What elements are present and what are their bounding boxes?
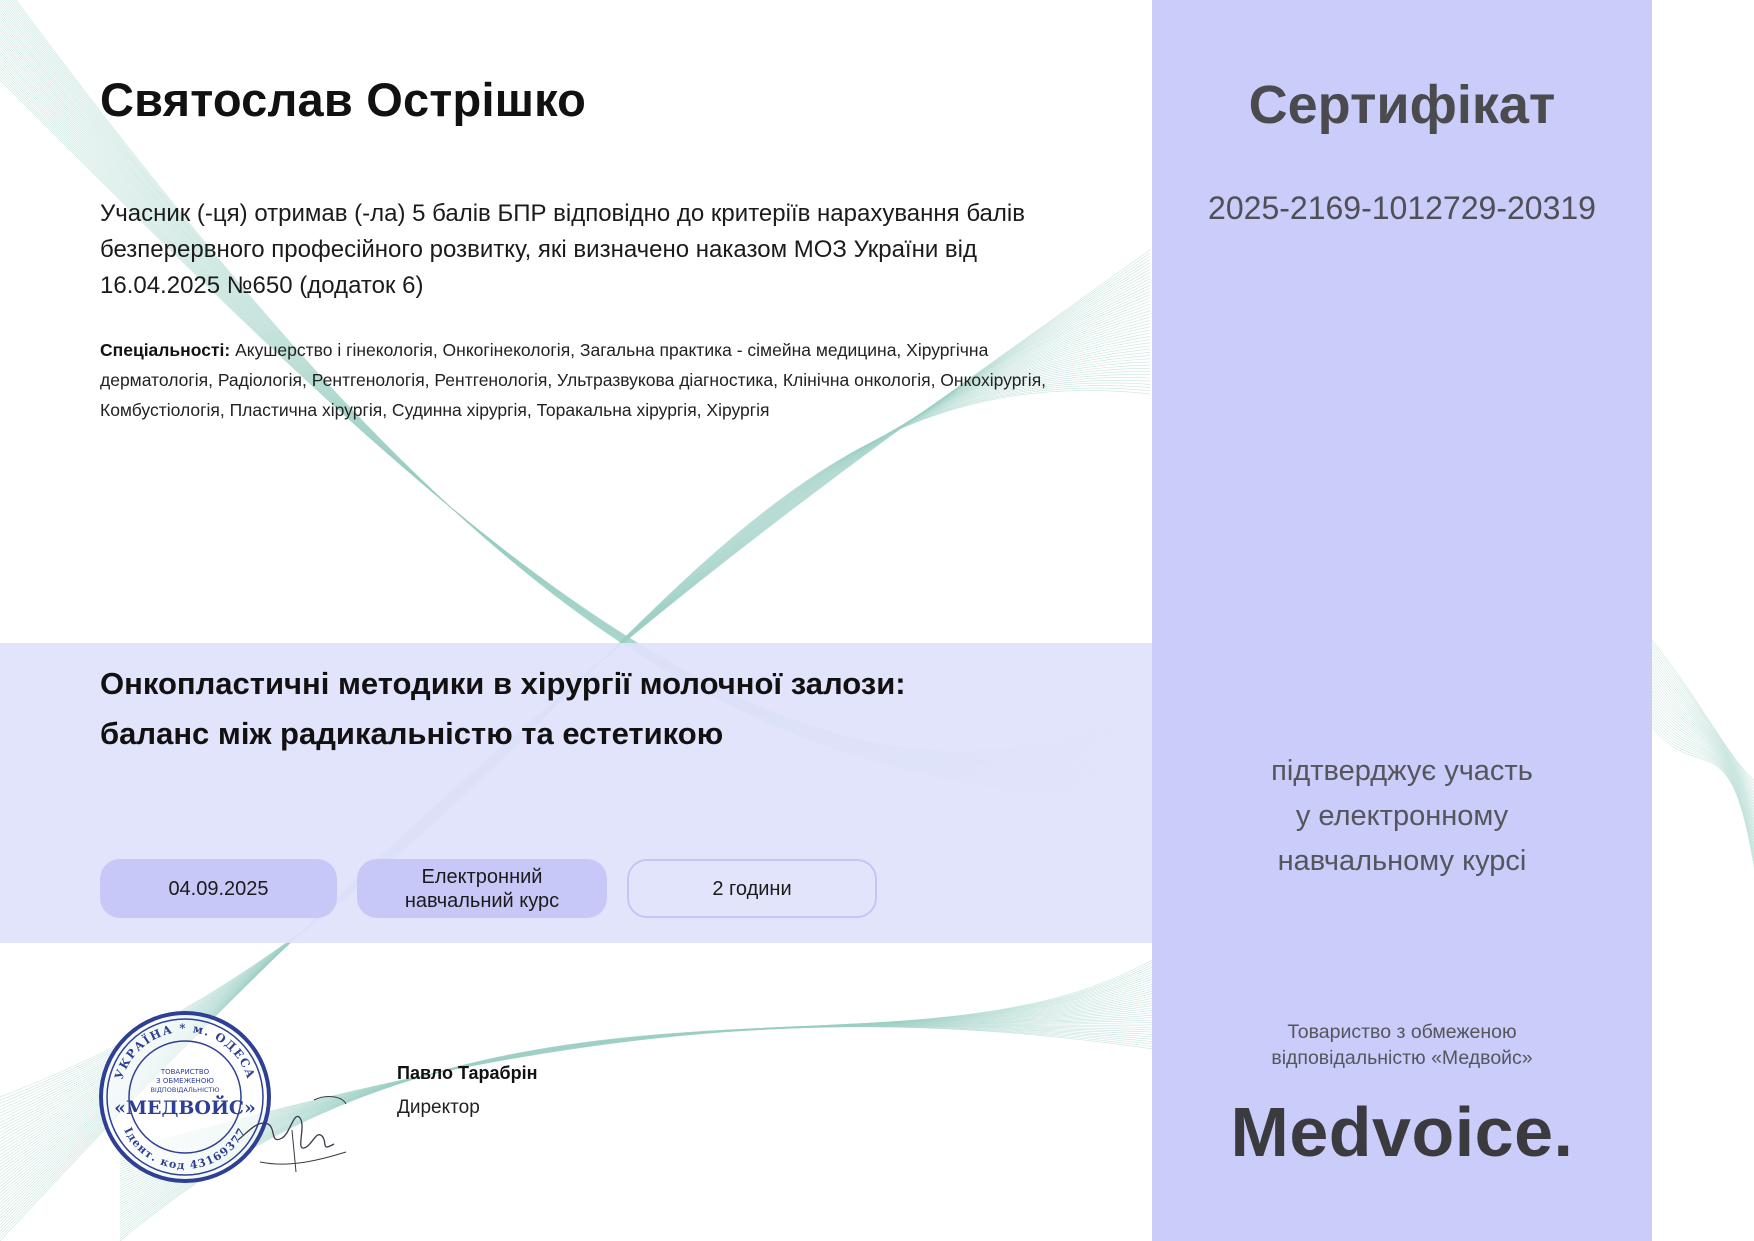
organization-name — [1152, 1019, 1652, 1071]
stamp-inner-line-3: ВІДПОВІДАЛЬНІСТЮ — [150, 1086, 220, 1094]
course-format-line-2: навчальний курс — [404, 889, 560, 912]
stamp-inner-name: «МЕДВОЙС» — [114, 1097, 256, 1119]
award-description: Учасник (-ця) отримав (-ла) 5 балів БПР відповідно до критеріїв нарахування балів безперервного професійного розвитку, які визначено наказом МОЗ України від 16.04.2025 №650 (додаток 6) — [100, 200, 1025, 299]
course-title — [100, 659, 1000, 759]
course-duration: 2 години — [712, 877, 792, 900]
specialties-block — [100, 335, 1090, 425]
course-duration-badge — [627, 859, 877, 918]
specialties-list: Акушерство і гінекологія, Онкогінекологія, Загальна практика - сімейна медицина, Хірургічна дерматологія, Радіологія, Рентгенологія, Рентгенологія, Ультразвукова діагностика, Клінічна онкологія, Онкохірургія, Комбустіологія, Пластична хірургія, Судинна хірургія, Торакальна хірургія, Хірургія — [100, 340, 1047, 420]
signer-role: Директор — [397, 1097, 480, 1118]
organization-line-1: Товариство з обмеженою — [1287, 1021, 1517, 1043]
stamp-inner-line-1: ТОВАРИСТВО — [160, 1068, 210, 1076]
participation-confirmation — [1152, 749, 1652, 884]
signer-name: Павло Тарабрін — [397, 1063, 538, 1083]
course-format-badge — [357, 859, 607, 918]
right-margin — [1652, 0, 1754, 1241]
course-title-line-1: Онкопластичні методики в хірургії молочної залози: — [100, 666, 906, 701]
confirm-line-3: навчальному курсі — [1277, 845, 1527, 877]
confirm-line-1: підтверджує участь — [1271, 755, 1533, 787]
stamp-ring-top-text: УКРАЇНА * м. ОДЕСА — [111, 1020, 259, 1082]
certificate-title: Сертифікат — [1248, 75, 1556, 135]
certificate-side-panel — [1152, 0, 1652, 1241]
course-date-badge — [100, 859, 337, 918]
stamp-ring-bottom-text: Ідент. код 43169377 — [121, 1125, 249, 1173]
course-title-line-2: баланс між радикальністю та естетикою — [100, 716, 724, 751]
certificate-number: 2025-2169-1012729-20319 — [1208, 190, 1596, 226]
course-date: 04.09.2025 — [168, 877, 269, 900]
course-format-line-1: Електронний — [421, 865, 543, 888]
specialties-label: Спеціальності: — [100, 340, 231, 360]
organization-line-2: відповідальністю «Медвойс» — [1271, 1047, 1533, 1069]
stamp-inner-line-2: З ОБМЕЖЕНОЮ — [156, 1077, 214, 1085]
confirm-line-2: у електронному — [1295, 800, 1509, 832]
medvoice-logo: Medvoice. — [1230, 1093, 1574, 1171]
director-signature — [230, 1090, 350, 1180]
certificate-holder-name: Святослав Острішко — [100, 73, 587, 126]
